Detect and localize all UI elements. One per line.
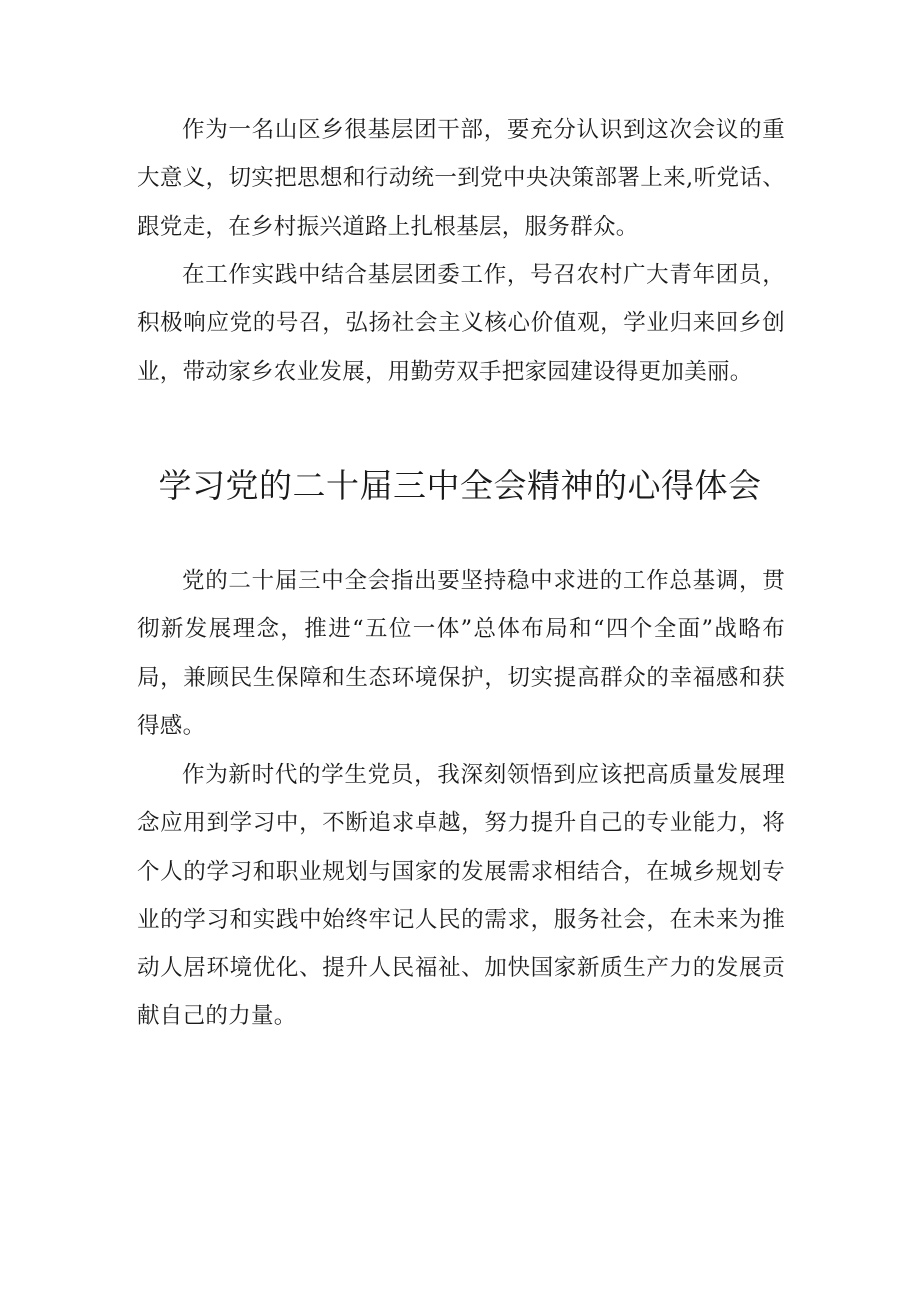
paragraph-3: 党的二十届三中全会指出要坚持稳中求进的工作总基调，贯彻新发展理念，推进“五位一体”总体布局和“四个全面”战略布局，兼顾民生保障和生态环境保护，切实提高群众的幸福感和获得感。	[137, 568, 785, 739]
article-title: 学习党的二十届三中全会精神的心得体会	[158, 466, 762, 505]
paragraph-1: 作为一名山区乡很基层团干部，要充分认识到这次会议的重大意义，切实把思想和行动统一到党中央决策部署上来,听党话、跟党走，在乡村振兴道路上扎根基层，服务群众。	[137, 117, 785, 240]
paragraph-4: 作为新时代的学生党员，我深刻领悟到应该把高质量发展理念应用到学习中，不断追求卓越，努力提升自己的专业能力，将个人的学习和职业规划与国家的发展需求相结合，在城乡规划专业的学习和实践中始终牢记人民的需求，服务社会，在未来为推动人居环境优化、提升人民福祉、加快国家新质生产力的发展贡献自己的力量。	[137, 762, 785, 1030]
paragraph-2: 在工作实践中结合基层团委工作，号召农村广大青年团员，积极响应党的号召，弘扬社会主义核心价值观，学业归来回乡创业，带动家乡农业发展，用勤劳双手把家园建设得更加美丽。	[137, 262, 785, 385]
